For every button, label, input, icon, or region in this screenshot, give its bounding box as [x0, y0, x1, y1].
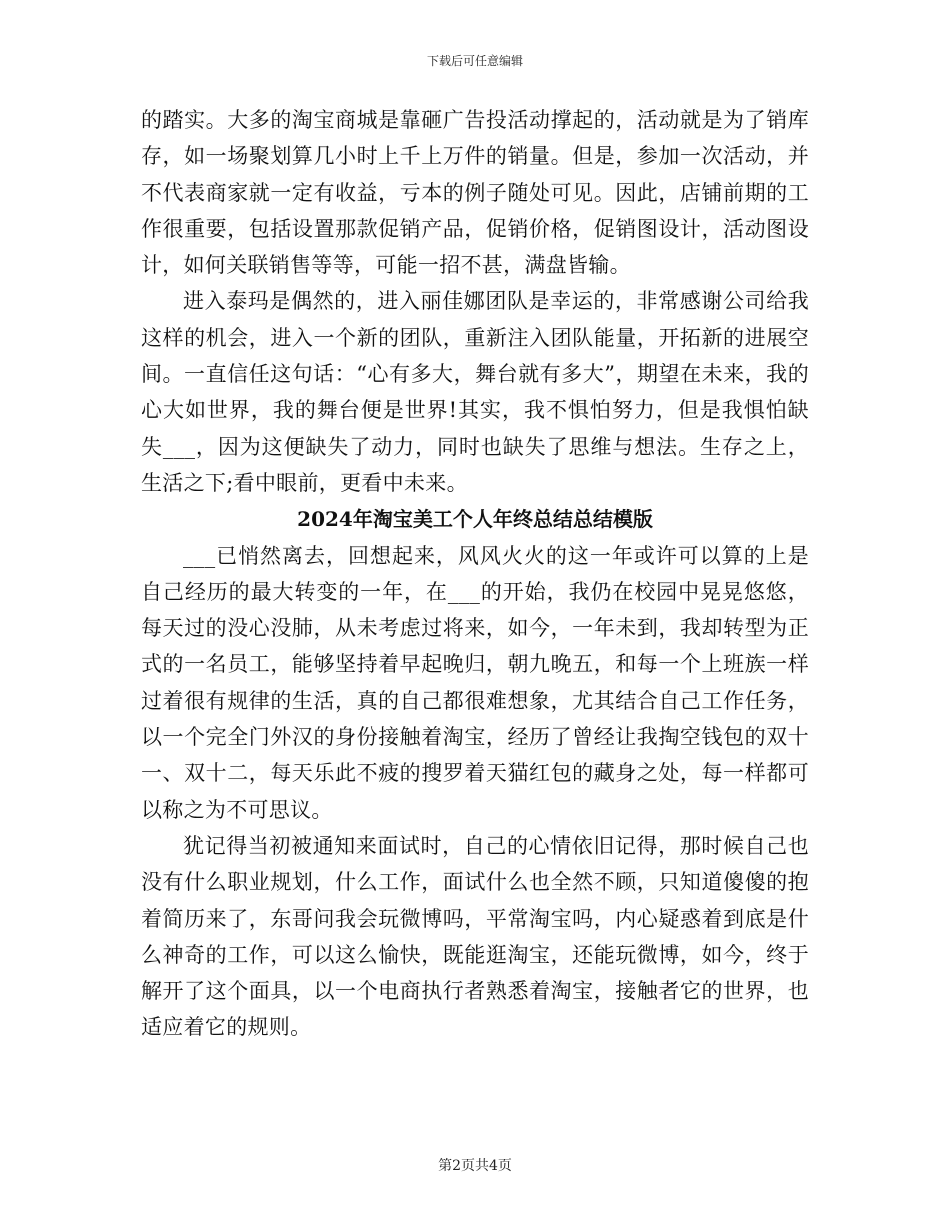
page-header: 下载后可任意编辑 — [426, 54, 523, 68]
paragraph-continuation: 的踏实。大多的淘宝商城是靠砸广告投活动撑起的，活动就是为了销库存，如一场聚划算几小时上千上万件的销量。但是，参加一次活动，并不代表商家就一定有收益，亏本的例子随处可见。因此，店铺前期的工作很重要，包括设置那款促销产品，促销价格，促销图设计，活动图设计，如何关联销售等等，可能一招不甚，满盘皆输。 — [141, 108, 809, 278]
section-title: 2024年淘宝美工个人年终总结总结模版 — [297, 507, 653, 532]
paragraph-interview-memory: 犹记得当初被通知来面试时，自己的心情依旧记得，那时候自己也没有什么职业规划，什么工作，面试什么也全然不顾，只知道傻傻的抱着简历来了，东哥问我会玩微博吗，平常淘宝吗，内心疑惑着到底是什么神奇的工作，可以这么愉快，既能逛淘宝，还能玩微博，如今，终于解开了这个面具，以一个电商执行者熟悉着淘宝，接触者它的世界，也适应着它的规则。 — [141, 833, 809, 1040]
page-number: 第2页共4页 — [438, 1158, 512, 1174]
paragraph-year-review: ___已悄然离去，回想起来，风风火火的这一年或许可以算的上是自己经历的最大转变的一年，在___的开始，我仍在校园中晃晃悠悠，每天过的没心没肺，从未考虑过将来，如今，一年未到，我却转型为正式的一名员工，能够坚持着早起晚归，朝九晚五，和每一个上班族一样过着很有规律的生活，真的自己都很难想象，尤其结合自己工作任务，以一个完全门外汉的身份接触着淘宝，经历了曾经让我掏空钱包的双十一、双十二，每天乐此不疲的搜罗着天猫红包的藏身之处，每一样都可以称之为不可思议。 — [141, 543, 809, 822]
paragraph-joining-team: 进入泰玛是偶然的，进入丽佳娜团队是幸运的，非常感谢公司给我这样的机会，进入一个新的团队，重新注入团队能量，开拓新的进展空间。一直信任这句话：“心有多大，舞台就有多大”，期望在未来，我的心大如世界，我的舞台便是世界!其实，我不惧怕努力，但是我惧怕缺失___，因为这便缺失了动力，同时也缺失了思维与想法。生存之上，生活之下;看中眼前，更看中未来。 — [141, 289, 809, 495]
document-body — [141, 102, 809, 1046]
